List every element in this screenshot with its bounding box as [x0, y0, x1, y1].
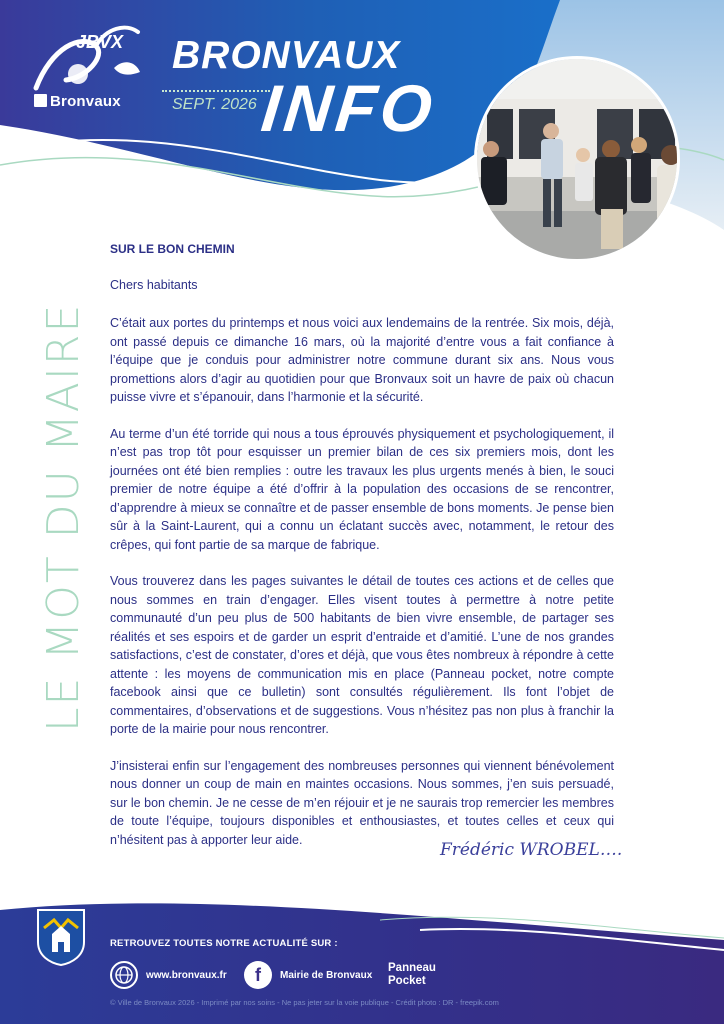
logo-subtitle: Bronvaux [34, 93, 121, 110]
article-heading: SUR LE BON CHEMIN [110, 242, 235, 256]
panneau-pocket-link[interactable] [388, 960, 436, 990]
page-subtitle: INFO [258, 71, 440, 145]
issue-date: SEPT. 2026 [172, 96, 257, 113]
logo-mark [26, 18, 146, 96]
article-greeting: Chers habitants [110, 278, 198, 292]
article-paragraph: Au terme d’un été torride qui nous a tous éprouvés physiquement et psychologiquement, il n’est pas trop tôt pour esquisser un premier bilan de ces six premiers mois, dont les journées ont été bien remplies : outre les travaux les plus urgents menés à bien, le souci premier de notre équipe a été d’offrir à la population des occasions de se rencontrer, d’apprendre à mieux se connaître et de passer ensemble de bons moments. Je pense bien sûr à la Saint-Laurent, qui a connu un éclatant succès avec, notamment, le retour des crêpes, qui font partie de sa marque de fabrique. [110, 426, 614, 552]
facebook-link[interactable] [244, 960, 372, 990]
team-photo [474, 56, 680, 262]
vertical-section-title: LE MOT DU MAIRE [38, 302, 89, 732]
page-title: BRONVAUX [172, 34, 401, 77]
article-paragraph: Vous trouverez dans les pages suivantes le détail de toutes ces actions et de celles que nous sommes en train d’engager. Elles visent toutes à permettre à notre petite communauté d’un peu plus de 500 habitants de bien vivre ensemble, de partager ses réalités et ses espoirs et de garder un esprit d’entraide et d’amitié. L’une de nos grandes satisfactions, c’est de constater, d’ores et déjà, que vous êtes nombreux à répondre à cette attente : les moyens de communication mis en place (Panneau pocket, notre compte facebook ainsi que ce bulletin) sont consultés régulièrement. Ils font l’objet de commentaires, d’observations et de suggestions. Vous n’hésitez pas non plus à franchir la porte de la mairie pour nous rencontrer. [110, 574, 614, 736]
article-paragraph: C’était aux portes du printemps et nous voici aux lendemains de la rentrée. Six mois, déjà, ont passé depuis ce dimanche 16 mars, où la majorité d’entre vous a fait confiance à l’équipe que je conduis pour administrer notre commune durant six ans. Nous vous promettions alors d’agir au quotidien pour que Bronvaux soit un havre de paix où chacun puisse vivre et s’épanouir, dans l’harmonie et la sécurité. [110, 316, 614, 404]
crest-icon [34, 94, 47, 107]
crest-icon [36, 908, 86, 966]
article [110, 242, 614, 867]
website-label: www.bronvaux.fr [146, 969, 227, 981]
footer-lead: RETROUVEZ TOUTES NOTRE ACTUALITÉ SUR : [110, 938, 338, 949]
article-paragraph: J’insisterai enfin sur l’engagement des nombreuses personnes qui viennent bénévolement nous donner un coup de main en maintes occasions. Nous sommes, j’en suis persuadé, sur le bon chemin. Je ne cesse de m’en réjouir et je ne saurais trop remercier les membres de toute l’équipe, toujours disponibles et enthousiastes, et toutes celles et ceux qui n’hésitent pas à apporter leur aide. [110, 758, 614, 847]
website-link[interactable] [110, 960, 227, 990]
title-divider [162, 90, 270, 92]
logo-text: JBVX [76, 32, 124, 52]
facebook-icon: f [244, 961, 272, 989]
facebook-label: Mairie de Bronvaux [280, 969, 373, 981]
globe-icon [110, 961, 138, 989]
panneau-line-2: Pocket [388, 975, 426, 987]
panneau-line-1: Panneau [388, 962, 436, 974]
copyright-text: © Ville de Bronvaux 2026 - Imprimé par nos soins - Ne pas jeter sur la voie publique - Crédit photo : DR - freepik.com [110, 998, 499, 1007]
mayor-signature: Frédéric WROBEL…. [440, 840, 623, 860]
